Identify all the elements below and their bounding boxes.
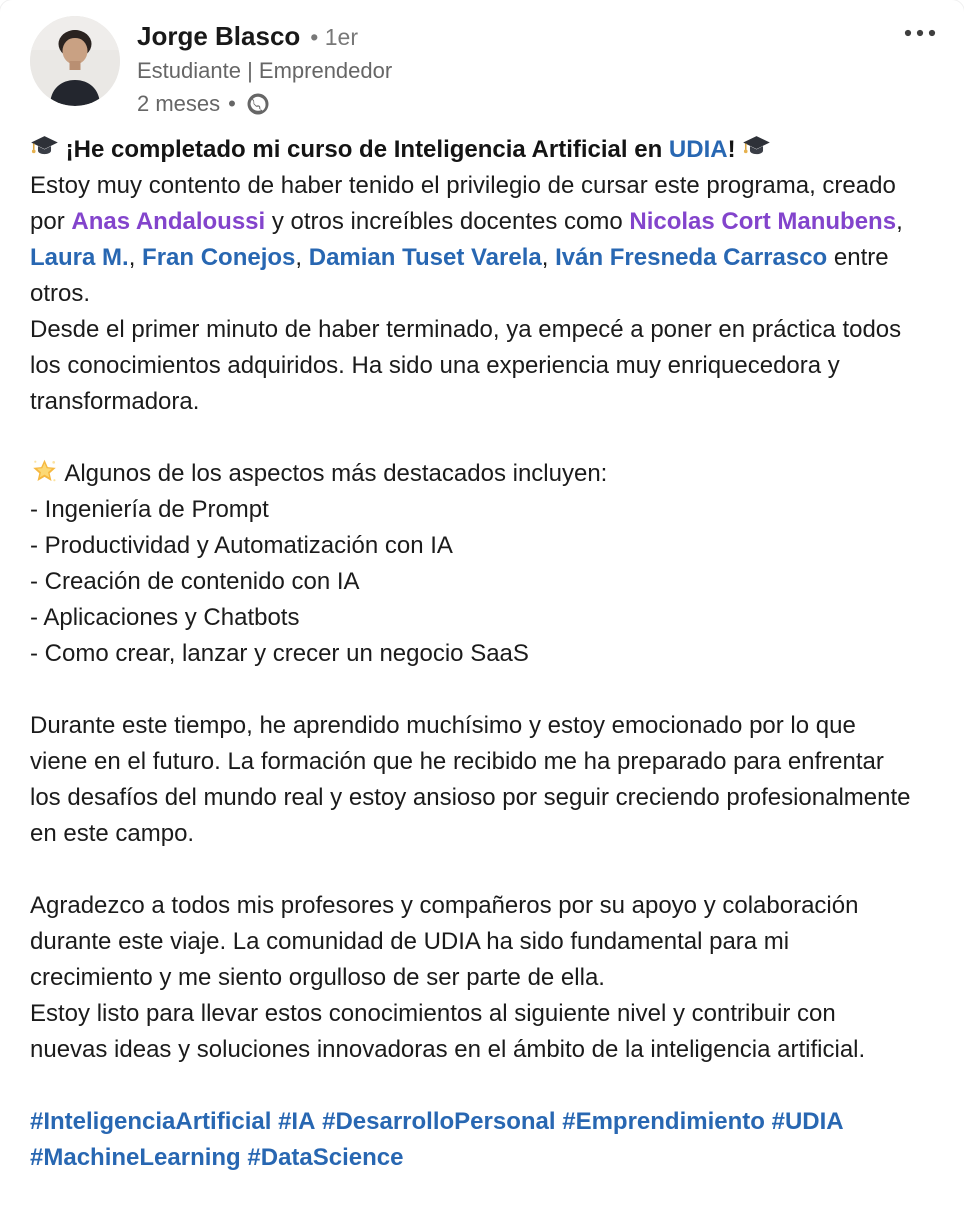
mention-link[interactable]: Iván Fresneda Carrasco [555,243,828,271]
post-text: Desde el primer minuto de haber terminado, ya empecé a poner en práctica todos los conocimientos adquiridos. Ha sido una experiencia muy enriquecedora y transformadora. [30,315,902,415]
mention-link[interactable]: Damian Tuset Varela [308,243,542,271]
post-paragraph [30,132,916,168]
post-paragraph [30,564,916,600]
globe-icon [246,92,270,116]
connection-degree: • 1er [310,24,358,50]
post-paragraph [30,528,916,564]
hashtag-link[interactable]: #IA [278,1107,316,1135]
post-paragraph [30,168,916,312]
post-text: ! [727,135,743,163]
hashtag-link[interactable]: #InteligenciaArtificial [30,1107,272,1135]
blank-line [30,672,916,708]
post-paragraph [30,996,916,1068]
post-text: Estoy muy contento de haber tenido el privilegio de cursar este programa, creado por [30,171,896,235]
post-timestamp: 2 meses [137,90,221,116]
mention-link[interactable]: Anas Andaloussi [71,207,266,235]
post-paragraph [30,636,916,672]
post-paragraph [30,1104,916,1176]
post-paragraph [30,708,916,852]
post-text: , [896,207,903,235]
post-text: - Creación de contenido con IA [30,567,360,595]
post-content [0,119,940,1176]
post-text: , [541,243,556,271]
post-text: - Como crear, lanzar y crecer un negocio SaaS [30,639,529,667]
post-text: - Productividad y Automatización con IA [30,531,453,559]
author-name[interactable]: Jorge Blasco [137,21,301,51]
hashtag-link[interactable]: #MachineLearning [30,1143,241,1171]
post-text: - Aplicaciones y Chatbots [30,603,300,631]
avatar[interactable] [30,16,120,106]
hashtag-link[interactable]: #DesarrolloPersonal [322,1107,556,1135]
hashtag-link[interactable]: #DataScience [247,1143,404,1171]
post-text: Estoy listo para llevar estos conocimientos al siguiente nivel y contribuir con nuevas ideas y soluciones innovadoras en el ámbito de la inteligencia artificial. [30,999,866,1063]
post-paragraph [30,492,916,528]
post-text: Algunos de los aspectos más destacados incluyen: [59,459,608,487]
author-headline: Estudiante | Emprendedor [137,58,393,84]
post-text: - Ingeniería de Prompt [30,495,269,523]
mention-link[interactable]: Fran Conejos [142,243,296,271]
post-paragraph [30,600,916,636]
hashtag-link[interactable]: #Emprendimiento [562,1107,765,1135]
mention-link[interactable]: Nicolas Cort Manubens [629,207,897,235]
mention-link[interactable]: UDIA [668,135,728,163]
post-text [765,1108,772,1135]
post-text: , [295,243,309,271]
glowing-star-emoji [30,457,59,486]
post-text: , [128,243,143,271]
graduation-cap-emoji [742,133,771,162]
post-paragraph [30,312,916,420]
post-text: ¡He completado mi curso de Inteligencia Artificial en [59,135,669,163]
post-header [0,0,964,119]
blank-line [30,852,916,888]
blank-line [30,420,916,456]
post-text: y otros increíbles docentes como [265,207,630,235]
post-meta [137,89,392,119]
graduation-cap-emoji [30,133,59,162]
profile-photo [30,16,120,106]
three-dots-icon [903,28,937,38]
post-paragraph [30,456,916,492]
post-paragraph [30,888,916,996]
post-text: Durante este tiempo, he aprendido muchísimo y estoy emocionado por lo que viene en el futuro. La formación que he recibido me ha preparado para enfrentar los desafíos del mundo real y estoy ansioso por seguir creciendo profesionalmente en este campo. [30,711,911,847]
post-author-block [137,16,392,119]
hashtag-link[interactable]: #UDIA [771,1107,844,1135]
post-text: Agradezco a todos mis profesores y compañeros por su apoyo y colaboración durante este viaje. La comunidad de UDIA ha sido fundamental para mi crecimiento y me siento orgulloso de ser parte de ella. [30,891,859,991]
mention-link[interactable]: Laura M. [30,243,129,271]
post-text: entre otros. [30,243,889,307]
blank-line [30,1068,916,1104]
post-options-button[interactable] [896,16,944,50]
meta-separator: • [228,90,236,116]
